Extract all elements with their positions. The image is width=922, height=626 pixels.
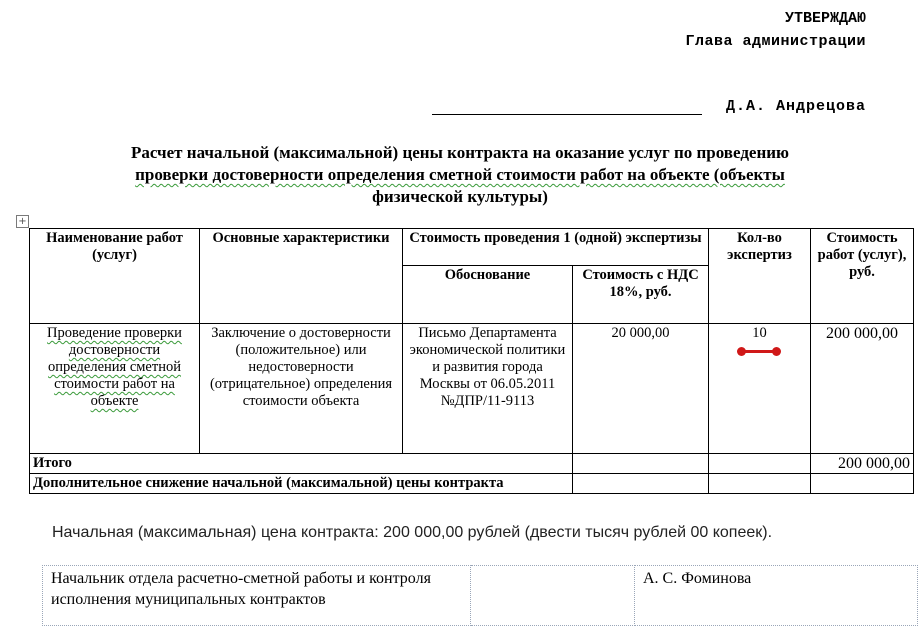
header-cost-group: Стоимость проведения 1 (одной) экспертизы [403, 229, 709, 266]
price-calculation-table [29, 228, 914, 494]
annotation-line-icon[interactable] [737, 347, 781, 356]
title-line-3: физической культуры) [372, 187, 548, 206]
annotation-handle-right[interactable] [772, 347, 781, 356]
signatory-position: Начальник отдела расчетно-сметной работы и контроля исполнения муниципальных контрактов [43, 566, 471, 626]
reduction-empty-3 [811, 474, 914, 494]
annotation-handle-left[interactable] [737, 347, 746, 356]
row-count: 10 [709, 324, 811, 454]
total-empty-1 [573, 454, 709, 474]
row-total-cost: 200 000,00 [811, 324, 914, 454]
contract-price-summary: Начальная (максимальная) цена контракта: 200 000,00 рублей (двести тысяч рублей 00 копеек). [52, 524, 773, 541]
header-characteristics: Основные характеристики [200, 229, 403, 324]
header-cost-vat: Стоимость с НДС 18%, руб. [573, 266, 709, 324]
row-basis: Письмо Департамента экономической политики и развития города Москвы от 06.05.2011 №ДПР/11-9113 [403, 324, 573, 454]
reduction-label: Дополнительное снижение начальной (максимальной) цены контракта [30, 474, 573, 494]
table-move-handle-icon[interactable]: + [16, 215, 29, 228]
approval-signatory: Д.А. Андрецова [725, 98, 866, 115]
reduction-empty-1 [573, 474, 709, 494]
row-name: Проведение проверки достоверности определения сметной стоимости работ на объекте [30, 324, 200, 454]
row-cost-vat: 20 000,00 [573, 324, 709, 454]
total-value: 200 000,00 [811, 454, 914, 474]
total-empty-2 [709, 454, 811, 474]
signature-line [432, 98, 702, 115]
header-basis: Обоснование [403, 266, 573, 324]
header-count: Кол-во экспертиз [709, 229, 811, 324]
document-title [60, 142, 860, 208]
signatory-name: А. С. Фоминова [635, 566, 918, 626]
title-line-2: проверки достоверности определения сметной стоимости работ на объекте (объекты [135, 165, 785, 184]
header-name: Наименование работ (услуг) [30, 229, 200, 324]
total-label: Итого [30, 454, 573, 474]
reduction-empty-2 [709, 474, 811, 494]
signature-cell [471, 566, 635, 626]
row-characteristics: Заключение о достоверности (положительное) или недостоверности (отрицательное) определения стоимости объекта [200, 324, 403, 454]
signature-table [42, 565, 918, 626]
header-total-cost: Стоимость работ (услуг), руб. [811, 229, 914, 324]
approval-heading: УТВЕРЖДАЮ [784, 10, 866, 27]
title-line-1: Расчет начальной (максимальной) цены контракта на оказание услуг по проведению [130, 143, 790, 162]
approval-position: Глава администрации [685, 33, 866, 50]
